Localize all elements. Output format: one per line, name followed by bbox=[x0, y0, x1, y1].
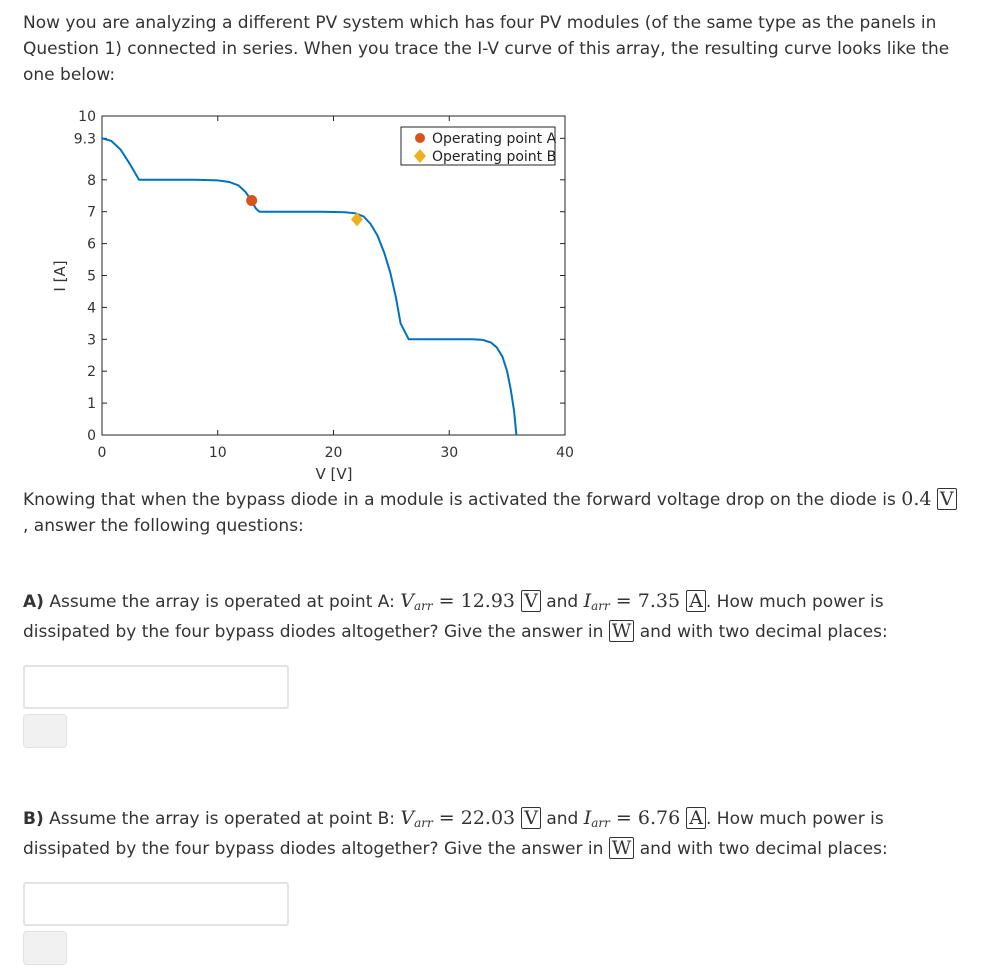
answer-a-input[interactable] bbox=[23, 665, 289, 709]
x-tick-label: 20 bbox=[324, 445, 343, 461]
question-b-power-unit: W bbox=[609, 837, 635, 859]
legend-label-a: Operating point A bbox=[432, 131, 557, 147]
y-tick-label: 10 bbox=[78, 109, 96, 125]
y-tick-label: 4 bbox=[87, 300, 96, 317]
diode-voltage-value: 0.4 bbox=[901, 488, 932, 510]
x-tick-label: 0 bbox=[97, 445, 107, 461]
question-b-text1: Assume the array is operated at point B: bbox=[49, 809, 395, 829]
y-tick-label: 9.3 bbox=[73, 131, 96, 148]
intro-paragraph: Now you are analyzing a different PV system which has four PV modules (of the same type as the panels in Question 1) connected in series. When you trace the I-V curve of this array, the resulting curve looks like the one below: bbox=[23, 13, 950, 85]
y-axis-label: I [A] bbox=[51, 260, 69, 292]
knowing-tail: , answer the following questions: bbox=[23, 516, 304, 536]
question-b-text3: and with two decimal places: bbox=[639, 839, 888, 859]
question-b-current: $I_{arr} = 6.76$ A bbox=[584, 807, 706, 829]
y-tick-label: 6 bbox=[87, 236, 96, 253]
check-a-button[interactable] bbox=[23, 714, 67, 748]
question-b-and: and bbox=[546, 809, 579, 829]
x-tick-label: 10 bbox=[208, 445, 227, 461]
question-a-power-unit: W bbox=[609, 620, 635, 642]
question-a-text3: and with two decimal places: bbox=[639, 622, 888, 642]
y-tick-label: 8 bbox=[87, 172, 96, 189]
x-tick-label: 40 bbox=[556, 445, 574, 461]
question-a-current: $I_{arr} = 7.35$ A bbox=[584, 590, 706, 612]
question-a-voltage: $V_{arr} = 12.93$ V bbox=[400, 590, 541, 612]
legend bbox=[401, 127, 557, 165]
x-tick-label: 30 bbox=[440, 445, 459, 461]
question-a bbox=[23, 588, 973, 645]
y-tick-label: 3 bbox=[87, 332, 96, 349]
y-tick-label: 0 bbox=[87, 428, 96, 444]
operating-point-a-marker bbox=[246, 195, 257, 206]
question-a-text1: Assume the array is operated at point A: bbox=[49, 592, 395, 612]
y-tick-label: 1 bbox=[87, 396, 96, 413]
y-tick-label: 5 bbox=[87, 268, 96, 285]
question-a-and: and bbox=[546, 592, 579, 612]
question-b-voltage: $V_{arr} = 22.03$ V bbox=[400, 807, 541, 829]
y-tick-label: 7 bbox=[87, 204, 96, 221]
legend-marker-a bbox=[415, 133, 425, 143]
question-a-label: A) bbox=[23, 592, 44, 612]
knowing-paragraph bbox=[23, 486, 973, 539]
y-tick-label: 2 bbox=[87, 364, 96, 381]
question-b-label: B) bbox=[23, 809, 44, 829]
diode-voltage-unit: V bbox=[937, 488, 957, 510]
x-axis-label: V [V] bbox=[315, 465, 353, 483]
legend-label-b: Operating point B bbox=[432, 149, 557, 165]
question-b bbox=[23, 805, 973, 862]
iv-curve-chart bbox=[40, 100, 585, 485]
check-b-button[interactable] bbox=[23, 931, 67, 965]
knowing-text: Knowing that when the bypass diode in a module is activated the forward voltage drop on the diode is bbox=[23, 490, 896, 510]
question-b-text2: . How much power is dissipated by the four bypass diodes altogether? Give the answer in bbox=[23, 809, 884, 859]
question-a-text2: . How much power is dissipated by the four bypass diodes altogether? Give the answer in bbox=[23, 592, 884, 642]
answer-b-input[interactable] bbox=[23, 882, 289, 926]
